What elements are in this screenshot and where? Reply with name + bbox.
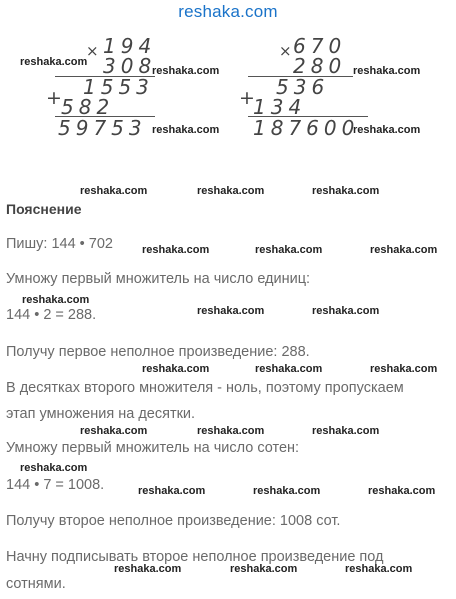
- explanation-line: Получу второе неполное произведение: 1008 сот.: [6, 513, 341, 529]
- watermark: reshaka.com: [80, 185, 148, 197]
- watermark: reshaka.com: [255, 363, 323, 375]
- watermark: reshaka.com: [253, 485, 321, 497]
- explanation-line: сотнями.: [6, 576, 66, 592]
- watermark: reshaka.com: [230, 563, 298, 575]
- factor-1: 670: [293, 34, 347, 58]
- factor-2: 308: [103, 54, 157, 78]
- watermark: reshaka.com: [20, 462, 88, 474]
- partial-product-1: 1553: [83, 75, 154, 99]
- multiply-sign: ×: [279, 42, 292, 60]
- watermark: reshaka.com: [353, 65, 421, 77]
- watermark: reshaka.com: [114, 563, 182, 575]
- explanation-line: этап умножения на десятки.: [6, 406, 196, 422]
- watermark: reshaka.com: [142, 244, 210, 256]
- explanation-line: 144 • 7 = 1008.: [6, 477, 105, 493]
- watermark: reshaka.com: [370, 363, 438, 375]
- explanation-heading: Пояснение: [6, 201, 82, 217]
- plus-sign: +: [46, 87, 62, 109]
- factor-1: 194: [103, 34, 157, 58]
- explanation-line: Умножу первый множитель на число единиц:: [6, 271, 311, 287]
- explanation-line: В десятках второго множителя - ноль, поэтому пропускаем: [6, 380, 404, 396]
- site-title[interactable]: reshaka.com: [178, 2, 278, 21]
- factor-2: 280: [293, 54, 347, 78]
- final-product: 187600: [253, 116, 360, 140]
- watermark: reshaka.com: [152, 65, 220, 77]
- watermark: reshaka.com: [353, 124, 421, 136]
- explanation-line: 144 • 2 = 288.: [6, 307, 97, 323]
- watermark: reshaka.com: [345, 563, 413, 575]
- explanation-line: Получу первое неполное произведение: 288.: [6, 344, 310, 360]
- watermark: reshaka.com: [152, 124, 220, 136]
- partial-product-2: 582: [61, 95, 115, 119]
- watermark: reshaka.com: [370, 244, 438, 256]
- final-product: 59753: [58, 116, 147, 140]
- explanation-line: Умножу первый множитель на число сотен:: [6, 440, 300, 456]
- watermark: reshaka.com: [197, 305, 265, 317]
- explanation-line: Начну подписывать второе неполное произведение под: [6, 549, 384, 565]
- watermark: reshaka.com: [80, 425, 148, 437]
- watermark: reshaka.com: [368, 485, 436, 497]
- watermark: reshaka.com: [22, 294, 90, 306]
- watermark: reshaka.com: [312, 305, 380, 317]
- watermark: reshaka.com: [197, 185, 265, 197]
- partial-product-2: 134: [253, 95, 307, 119]
- partial-product-1: 536: [276, 75, 330, 99]
- explanation-line: Пишу: 144 • 702: [6, 236, 113, 252]
- plus-sign: +: [239, 87, 255, 109]
- watermark: reshaka.com: [142, 363, 210, 375]
- watermark: reshaka.com: [255, 244, 323, 256]
- multiply-sign: ×: [86, 42, 99, 60]
- watermark: reshaka.com: [20, 56, 88, 68]
- watermark: reshaka.com: [138, 485, 206, 497]
- watermark: reshaka.com: [197, 425, 265, 437]
- watermark: reshaka.com: [312, 425, 380, 437]
- watermark: reshaka.com: [312, 185, 380, 197]
